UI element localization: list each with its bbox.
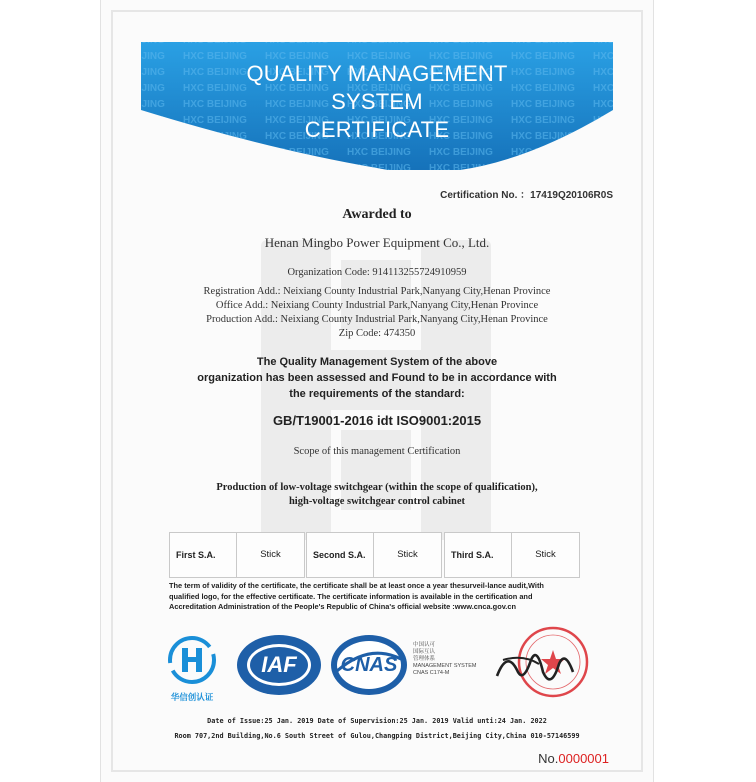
production-address: Production Add.: Neixiang County Industrial Park,Nanyang City,Henan Province <box>206 314 548 325</box>
sa-value: Stick <box>260 549 281 560</box>
validity-line: The term of validity of the certificate, the certificate shall be at least once a year thesurveil-lance audit,With <box>169 581 544 590</box>
sa-cell-second <box>306 532 442 578</box>
scope-label: Scope of this management Certification <box>293 446 461 457</box>
issuer-address: Room 707,2nd Building,No.6 South Street of Gulou,Changping District,Beijing City,China 010-57146599 <box>174 732 580 740</box>
title-line-2: SYSTEM <box>331 89 423 114</box>
validity-line: qualified logo, for the effective certificate. The certificate information is available in the certification and <box>169 591 533 601</box>
cnas-note-line: 国际互认 <box>413 649 436 655</box>
hxc-caption: 华信创认证 <box>170 693 214 703</box>
organization-code: Organization Code: 914113255724910959 <box>287 267 467 278</box>
certificate <box>100 0 654 782</box>
serial-number <box>538 751 609 766</box>
scope-line: high-voltage switchgear control cabinet <box>288 496 466 507</box>
surveillance-audit-table <box>169 532 580 578</box>
cnas-logo <box>329 633 409 697</box>
serial-prefix: No. <box>538 751 559 766</box>
zip-code: Zip Code: 474350 <box>338 328 416 339</box>
sa-label: First S.A. <box>176 550 216 560</box>
sa-label: Third S.A. <box>451 550 494 560</box>
assessment-line: organization has been assessed and Found to be in accordance with <box>197 372 557 384</box>
sa-cell-third <box>444 532 580 578</box>
scope-line: Production of low-voltage switchgear (within the scope of qualification), <box>216 482 538 493</box>
assessment-statement <box>101 354 653 402</box>
sa-value: Stick <box>535 549 556 560</box>
seal-and-signature <box>493 620 593 710</box>
cnas-note-line: MANAGEMENT SYSTEM <box>413 663 477 669</box>
hxc-logo-icon <box>157 634 227 686</box>
assessment-line: The Quality Management System of the above <box>256 356 498 368</box>
certification-number: Certification No. ：17419Q20106R0S <box>440 190 613 201</box>
iaf-logo <box>235 633 323 697</box>
cnas-note-line: 管理体系 <box>413 656 436 662</box>
cnas-note <box>413 642 483 677</box>
issue-dates: Date of Issue:25 Jan. 2019 Date of Supervision:25 Jan. 2019 Valid unti:24 Jan. 2022 <box>207 717 547 725</box>
iaf-text: IAF <box>261 652 297 677</box>
cnas-note-line: 中国认可 <box>413 642 436 648</box>
header-banner <box>101 0 653 170</box>
validity-notice <box>169 581 589 613</box>
red-seal-icon <box>493 620 593 710</box>
company-name: Henan Mingbo Power Equipment Co., Ltd. <box>264 235 490 250</box>
standard-name: GB/T19001-2016 idt ISO9001:2015 <box>272 413 482 428</box>
title-line-1: QUALITY MANAGEMENT <box>246 61 508 86</box>
cnas-note-line: CNAS C174-M <box>413 670 450 676</box>
validity-line: Accreditation Administration of the People's Republic of China's official website :www.cnca.gov.cn <box>169 602 516 611</box>
registration-address: Registration Add.: Neixiang County Industrial Park,Nanyang City,Henan Province <box>203 286 551 297</box>
sa-cell-first <box>169 532 305 578</box>
scope-description <box>101 481 653 509</box>
assessment-line: the requirements of the standard: <box>289 388 465 400</box>
hxc-logo <box>157 634 227 704</box>
certificate-title <box>101 60 653 144</box>
serial-value: 0000001 <box>558 751 609 766</box>
cnas-text: CNAS <box>340 654 398 676</box>
sa-label: Second S.A. <box>313 550 366 560</box>
title-line-3: CERTIFICATE <box>304 117 450 142</box>
sa-value: Stick <box>397 549 418 560</box>
awarded-to-heading: Awarded to <box>342 207 412 222</box>
office-address: Office Add.: Neixiang County Industrial Park,Nanyang City,Henan Province <box>215 300 539 311</box>
